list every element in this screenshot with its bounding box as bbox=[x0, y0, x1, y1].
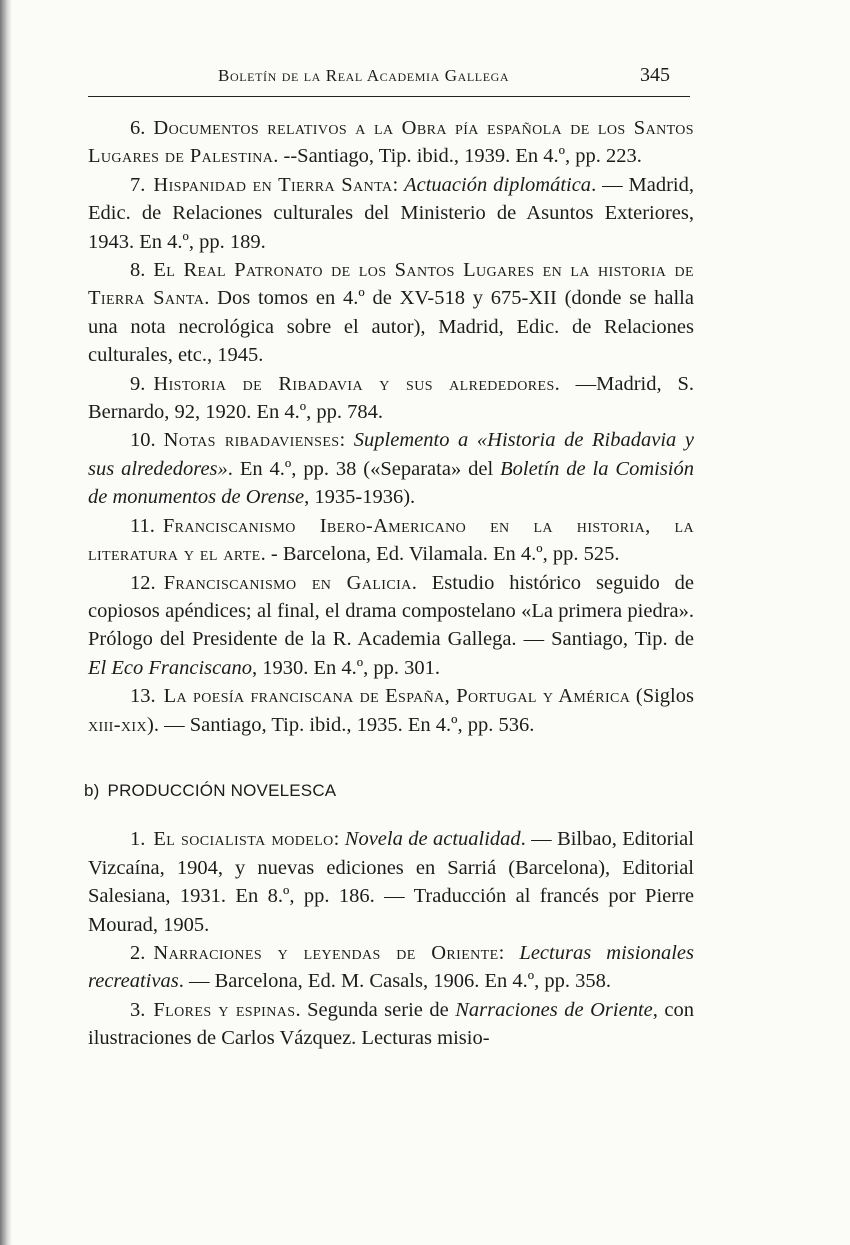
entry-details: . —Madrid, S. Bernardo, 92, 1920. En 4.º, pp. 784. bbox=[88, 372, 695, 424]
entry-details-end: ). — Santiago, Tip. ibid., 1935. En 4.º, pp. 536. bbox=[147, 713, 535, 736]
entry-details: . — Madrid, Edic. de Relaciones culturales del Ministerio de Asuntos Exteriores, 1943. En 4.º, pp. 189. bbox=[88, 173, 694, 253]
bibliography-entry-9 bbox=[88, 370, 694, 427]
novel-entry-2 bbox=[88, 939, 694, 996]
entry-title: Documentos relativos a la Obra pía española de los Santos Lugares de Palestina bbox=[88, 117, 694, 168]
entry-subtitle: Suplemento a «Historia de Ribadavia y sus alrededores» bbox=[88, 429, 694, 480]
entry-title: La poesía franciscana de España, Portugal y América bbox=[163, 685, 631, 708]
page-header bbox=[88, 62, 690, 97]
entry-details-end: , 1935-1936). bbox=[304, 486, 416, 509]
entry-journal: Boletín de la Comisión de monumentos de Orense bbox=[88, 457, 694, 509]
entry-title: El Real Patronato de los Santos Lugares en la historia de Tierra Santa bbox=[88, 259, 694, 310]
entry-details: . — Barcelona, Ed. M. Casals, 1906. En 4.º, pp. 358. bbox=[178, 970, 611, 993]
entry-number: 7. bbox=[130, 173, 146, 196]
bibliography-entry-8 bbox=[88, 256, 694, 370]
entry-number: 11. bbox=[130, 514, 155, 537]
entry-details: . - Barcelona, Ed. Vilamala. En 4.º, pp. 525. bbox=[260, 543, 620, 566]
entry-number: 13. bbox=[130, 685, 156, 708]
bibliography-entry-12 bbox=[88, 569, 694, 683]
entry-number: 2. bbox=[130, 941, 146, 964]
entry-number: 12. bbox=[130, 571, 156, 594]
page-number: 345 bbox=[640, 64, 670, 86]
bibliography-entry-13 bbox=[88, 682, 694, 739]
entry-subtitle: Lecturas misionales recreativas bbox=[88, 941, 694, 993]
entry-details: (Siglos bbox=[630, 685, 694, 708]
entry-separator: : bbox=[339, 429, 354, 452]
entry-separator: : bbox=[392, 173, 405, 196]
entry-subtitle: Novela de actualidad bbox=[344, 828, 521, 851]
entry-number: 9. bbox=[130, 372, 146, 395]
entry-series-title: Narraciones de Oriente bbox=[455, 998, 653, 1021]
entry-title: Historia de Ribadavia y sus alrededores bbox=[153, 372, 555, 395]
entry-number: 6. bbox=[130, 117, 146, 139]
section-label: b) bbox=[84, 780, 100, 800]
entry-details: . — Bilbao, Editorial Vizcaína, 1904, y nuevas ediciones en Sarriá (Barcelona), Editorial Salesiana, 1931. En 8.º, pp. 186. — Traducción al francés por Pierre Mourad, 1905. bbox=[88, 828, 694, 936]
section-heading bbox=[84, 777, 694, 805]
bibliography-entry-7 bbox=[88, 171, 694, 256]
entry-title: Franciscanismo Ibero-Americano en la historia, la literatura y el arte bbox=[88, 514, 694, 566]
entry-details: . En 4.º, pp. 38 («Separata» del bbox=[227, 457, 501, 480]
entry-details-end: , con ilustraciones de Carlos Vázquez. Lecturas misio- bbox=[88, 998, 694, 1050]
entry-title: El socialista modelo bbox=[153, 828, 334, 851]
entry-title: Franciscanismo en Galicia bbox=[163, 571, 412, 594]
entry-details: . --Santiago, Tip. ibid., 1939. En 4.º, pp. 223. bbox=[273, 145, 642, 168]
entry-details: . Estudio histórico seguido de copiosos apéndices; al final, el drama compostelano «La primera piedra». Prólogo del Presidente de la R. Academia Gallega. — Santiago, Tip. de bbox=[88, 571, 694, 651]
entry-separator: : bbox=[333, 828, 345, 851]
entry-details: . Dos tomos en 4.º de XV-518 y 675-XII (donde se halla una nota necrológica sobre el autor), Madrid, Edic. de Relaciones culturales, etc., 1945. bbox=[88, 287, 694, 367]
entry-title: Notas ribadavienses bbox=[163, 429, 340, 452]
novel-entry-1 bbox=[88, 825, 694, 939]
page-left-edge-shadow bbox=[0, 0, 12, 1245]
entry-number: 3. bbox=[130, 998, 146, 1021]
section-title: PRODUCCIÓN NOVELESCA bbox=[107, 780, 337, 800]
entry-title: Hispanidad en Tierra Santa bbox=[153, 173, 393, 196]
bibliography-entry-10 bbox=[88, 426, 694, 511]
entry-title: Narraciones y leyendas de Oriente bbox=[153, 941, 499, 964]
entry-number: 8. bbox=[130, 259, 146, 282]
entry-number: 10. bbox=[130, 429, 156, 452]
entry-title: Flores y espinas bbox=[153, 998, 296, 1021]
novel-entry-3 bbox=[88, 996, 694, 1053]
entry-subtitle: Actuación diplomática bbox=[404, 173, 592, 196]
entry-number: 1. bbox=[130, 828, 146, 851]
entry-century-range: xiii-xix bbox=[88, 713, 148, 736]
entry-separator: : bbox=[498, 941, 520, 964]
bibliography-entry-6 bbox=[88, 114, 694, 171]
page-body bbox=[84, 114, 695, 1053]
running-title: Boletín de la Real Academia Gallega bbox=[218, 66, 510, 85]
entry-details: . Segunda serie de bbox=[295, 998, 456, 1021]
bibliography-entry-11 bbox=[88, 512, 694, 569]
entry-details-end: , 1930. En 4.º, pp. 301. bbox=[251, 656, 440, 679]
entry-publisher: El Eco Franciscano bbox=[88, 656, 252, 679]
